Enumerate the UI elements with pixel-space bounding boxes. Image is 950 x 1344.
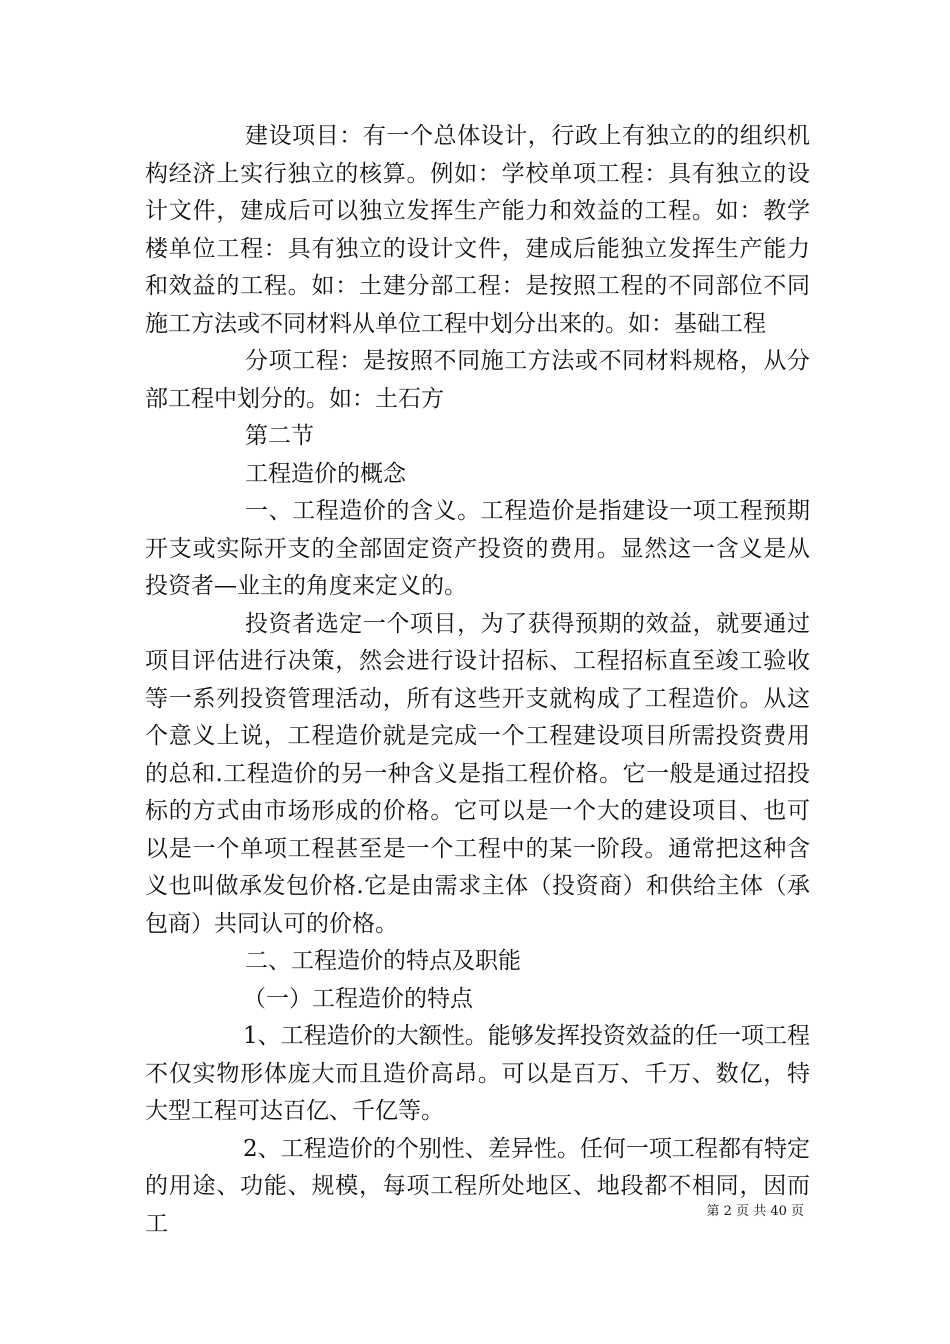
section-title-heading: 工程造价的概念 — [245, 460, 406, 487]
paragraph-large-amount: 1、工程造价的大额性。能够发挥投资效益的任一项工程不仅实物形体庞大而且造价高昂。可以是百万、千万、数亿，特大型工程可达百亿、千亿等。 — [145, 1023, 810, 1124]
section-number-heading: 第二节 — [245, 423, 314, 449]
paragraph-construction-project: 建设项目：有一个总体设计，行政上有独立的的组织机构经济上实行独立的核算。例如：学校单项工程：具有独立的设计文件，建成后可以独立发挥生产能力和效益的工程。如：教学楼单位工程：具有独立的设计文件，建成后能独立发挥生产能力和效益的工程。如：土建分部工程：是按照工程的不同部位不同施工方法或不同材料从单位工程中划分出来的。如：基础工程 — [145, 123, 810, 337]
paragraph-individuality: 2、工程造价的个别性、差异性。任何一项工程都有特定的用途、功能、规模，每项工程所处地区、地段都不相同，因而工 — [145, 1135, 810, 1237]
paragraph-cost-meaning: 一、工程造价的含义。工程造价是指建设一项工程预期开支或实际开支的全部固定资产投资的费用。显然这一含义是从投资者—业主的角度来定义的。 — [145, 498, 810, 599]
page-number-footer: 第 2 页 共 40 页 — [706, 1204, 804, 1219]
subheading-features-functions: 二、工程造价的特点及职能 — [245, 948, 521, 974]
paragraph-investor-project: 投资者选定一个项目，为了获得预期的效益，就要通过项目评估进行决策，然会进行设计招标、工程招标直至竣工验收等一系列投资管理活动，所有这些开支就构成了工程造价。从这个意义上说，工程造价就是完成一个工程建设项目所需投资费用的总和.工程造价的另一种含义是指工程价格。它一般是通过招投标的方式由市场形成的价格。它可以是一个大的建设项目、也可以是一个单项工程甚至是一个工程中的某一阶段。通常把这种含义也叫做承发包价格.它是由需求主体（投资商）和供给主体（承包商）共同认可的价格。 — [145, 610, 810, 937]
paragraph-sub-item-project: 分项工程：是按照不同施工方法或不同材料规格，从分部工程中划分的。如：土石方 — [145, 348, 810, 412]
subheading-features: （一）工程造价的特点 — [243, 985, 473, 1012]
document-body — [145, 118, 810, 1243]
